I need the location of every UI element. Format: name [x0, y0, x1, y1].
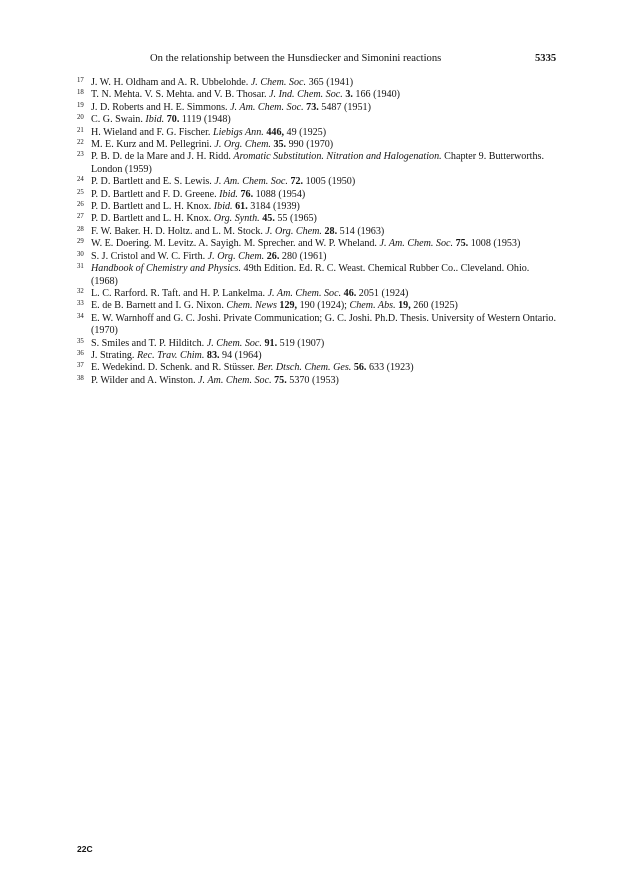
signature-mark: 22C — [77, 844, 93, 854]
journal-title: J. Chem. Soc. — [206, 337, 262, 349]
reference-item — [77, 127, 557, 139]
citation-text: 2051 (1924) — [356, 287, 409, 299]
reference-item — [77, 238, 557, 250]
citation-text: 55 (1965) — [274, 213, 317, 225]
reference-text — [91, 251, 557, 263]
citation-text: 190 (1924); — [297, 300, 350, 312]
volume-number: 61. — [235, 201, 248, 213]
journal-title: J. Am. Chem. Soc. — [198, 374, 272, 386]
journal-title: J. Org. Chem. — [207, 250, 265, 262]
citation-text: 5487 (1951) — [318, 101, 371, 113]
citation-text: J. D. Roberts and H. E. Simmons. — [91, 101, 231, 113]
volume-number: 75. — [274, 374, 287, 386]
volume-number: 56. — [353, 362, 367, 374]
reference-text — [91, 375, 557, 387]
volume-number: 129, — [279, 300, 298, 312]
journal-title: Ibid. — [145, 114, 165, 126]
volume-number: 28. — [324, 225, 338, 237]
citation-text: P. D. Bartlett and E. S. Lewis. — [91, 176, 215, 188]
reference-number: 26 — [77, 201, 84, 209]
volume-number: 446, — [266, 126, 285, 138]
citation-text: P. B. D. de la Mare and J. H. Ridd. — [91, 151, 234, 163]
citation-text: 1088 (1954) — [253, 188, 306, 200]
citation-text: Chapter 9. Butterworths. London (1959) — [91, 151, 544, 175]
reference-text — [91, 362, 557, 374]
citation-text: L. C. Rarford. R. Taft. and H. P. Lankelma. — [91, 287, 268, 299]
citation-text: 5370 (1953) — [286, 374, 339, 386]
citation-text: 365 (1941) — [306, 77, 354, 88]
reference-item — [77, 288, 557, 300]
reference-number: 38 — [77, 374, 84, 382]
page-number: 5335 — [535, 53, 557, 64]
journal-title: Ibid. — [219, 188, 238, 200]
reference-number: 25 — [77, 188, 84, 196]
volume-number: 35. — [273, 139, 287, 151]
reference-item — [77, 251, 557, 263]
citation-text: J. W. H. Oldham and A. R. Ubbelohde. — [91, 77, 251, 88]
reference-number: 35 — [77, 337, 84, 345]
citation-text: 260 (1925) — [410, 300, 458, 312]
reference-number: 34 — [77, 312, 84, 320]
reference-number: 21 — [77, 126, 84, 134]
volume-number: 46. — [343, 287, 357, 299]
reference-text — [91, 77, 557, 89]
reference-number: 37 — [77, 362, 84, 370]
reference-item — [77, 362, 557, 374]
journal-title: Aromatic Substitution. Nitration and Halogenation. — [233, 151, 442, 163]
journal-title: J. Org. Chem. — [214, 139, 271, 151]
volume-number: 3. — [345, 89, 353, 101]
running-title: On the relationship between the Hunsdiecker and Simonini reactions — [150, 53, 442, 64]
reference-text — [91, 300, 557, 312]
reference-item — [77, 201, 557, 213]
volume-number: 76. — [240, 188, 254, 200]
reference-number: 28 — [77, 225, 84, 233]
citation-text: 94 (1964) — [219, 349, 262, 361]
citation-text: T. N. Mehta. V. S. Mehta. and V. B. Thosar. — [91, 89, 270, 101]
journal-title: J. Am. Chem. Soc. — [379, 238, 454, 250]
volume-number: 19, — [398, 300, 411, 312]
citation-text: 519 (1907) — [277, 337, 325, 349]
citation-text: 49 (1925) — [284, 126, 327, 138]
reference-item — [77, 263, 557, 288]
reference-text — [91, 338, 557, 350]
reference-text — [91, 350, 557, 362]
citation-text: 280 (1961) — [279, 250, 327, 262]
journal-title: Ber. Dtsch. Chem. Ges. — [257, 362, 352, 374]
reference-number: 24 — [77, 176, 84, 184]
citation-text: P. D. Bartlett and F. D. Greene. — [91, 188, 220, 200]
citation-text: P. Wilder and A. Winston. — [91, 374, 199, 386]
reference-number: 20 — [77, 114, 84, 122]
reference-text — [91, 313, 557, 338]
journal-title: J. Am. Chem. Soc. — [214, 176, 288, 188]
reference-number: 17 — [77, 77, 84, 84]
reference-number: 23 — [77, 151, 84, 159]
volume-number: 83. — [206, 349, 220, 361]
reference-item — [77, 375, 557, 387]
reference-item — [77, 226, 557, 238]
reference-text — [91, 89, 557, 101]
reference-item — [77, 89, 557, 101]
citation-text: W. E. Doering. M. Levitz. A. Sayigh. M. Sprecher. and W. P. Wheland. — [91, 238, 380, 250]
reference-item — [77, 350, 557, 362]
citation-text: 990 (1970) — [286, 139, 334, 151]
citation-text: S. Smiles and T. P. Hilditch. — [91, 337, 207, 349]
reference-item — [77, 114, 557, 126]
reference-item — [77, 151, 557, 176]
volume-number: 70. — [166, 114, 180, 126]
citation-text: 633 (1923) — [366, 362, 414, 374]
journal-title: Chem. News — [226, 300, 277, 312]
reference-text — [91, 102, 557, 114]
citation-text: 3184 (1939) — [247, 201, 300, 213]
citation-text: M. E. Kurz and M. Pellegrini. — [91, 139, 215, 151]
reference-number: 22 — [77, 139, 84, 147]
citation-text: E. W. Warnhoff and G. C. Joshi. Private Communication; G. C. Joshi. Ph.D. Thesis. University of Western Ontario. (1970) — [91, 312, 556, 337]
volume-number: 45. — [262, 213, 275, 225]
citation-text: P. D. Bartlett and L. H. Knox. — [91, 201, 214, 213]
reference-number: 33 — [77, 300, 84, 308]
volume-number: 91. — [264, 337, 278, 349]
citation-text: S. J. Cristol and W. C. Firth. — [91, 250, 208, 262]
reference-number: 30 — [77, 250, 84, 258]
reference-item — [77, 338, 557, 350]
reference-number: 27 — [77, 213, 84, 221]
volume-number: 75. — [455, 238, 469, 250]
reference-item — [77, 189, 557, 201]
reference-number: 29 — [77, 238, 84, 246]
reference-text — [91, 238, 557, 250]
reference-text — [91, 189, 557, 201]
reference-text — [91, 263, 557, 288]
citation-text: H. Wieland and F. G. Fischer. — [91, 126, 213, 138]
citation-text: 1008 (1953) — [468, 238, 521, 250]
volume-number: 73. — [306, 101, 319, 113]
citation-text: E. Wedekind. D. Schenk. and R. Stüsser. — [91, 362, 258, 374]
journal-title: Chem. Abs. — [349, 300, 396, 312]
journal-title: J. Am. Chem. Soc. — [267, 287, 342, 299]
volume-number: 26. — [266, 250, 280, 262]
citation-text: E. de B. Barnett and I. G. Nixon. — [91, 300, 227, 312]
citation-text: 1119 (1948) — [179, 114, 231, 126]
citation-text: F. W. Baker. H. D. Holtz. and L. M. Stock. — [91, 225, 266, 237]
reference-text — [91, 213, 557, 225]
reference-number: 36 — [77, 349, 84, 357]
reference-text — [91, 176, 557, 188]
reference-item — [77, 102, 557, 114]
citation-text: 49th Edition. Ed. R. C. Weast. Chemical Rubber Co.. Cleveland. Ohio. (1968) — [91, 263, 530, 287]
citation-text: 1005 (1950) — [303, 176, 356, 188]
reference-text — [91, 151, 557, 176]
citation-text: J. Strating. — [91, 349, 137, 361]
reference-number: 19 — [77, 101, 84, 109]
citation-text: 514 (1963) — [337, 225, 385, 237]
journal-title: J. Chem. Soc. — [250, 77, 307, 88]
reference-text — [91, 288, 557, 300]
journal-title: Liebigs Ann. — [212, 126, 264, 138]
volume-number: 72. — [290, 176, 304, 188]
journal-title: Org. Synth. — [213, 213, 260, 225]
page-header — [0, 53, 624, 69]
reference-item — [77, 213, 557, 225]
journal-title: Handbook of Chemistry and Physics. — [91, 263, 241, 275]
reference-text — [91, 139, 557, 151]
reference-item — [77, 313, 557, 338]
reference-text — [91, 127, 557, 139]
reference-number: 32 — [77, 287, 84, 295]
reference-item — [77, 77, 557, 89]
citation-text: C. G. Swain. — [91, 114, 146, 126]
journal-title: Ibid. — [213, 201, 233, 213]
reference-text — [91, 114, 557, 126]
journal-title: J. Org. Chem. — [265, 225, 322, 237]
reference-item — [77, 139, 557, 151]
journal-title: Rec. Trav. Chim. — [136, 349, 205, 361]
citation-text: P. D. Bartlett and L. H. Knox. — [91, 213, 214, 225]
journal-title: J. Ind. Chem. Soc. — [269, 89, 343, 101]
reference-item — [77, 300, 557, 312]
reference-number: 31 — [77, 263, 84, 271]
citation-text: 166 (1940) — [352, 89, 400, 101]
reference-list — [77, 77, 557, 387]
reference-item — [77, 176, 557, 188]
reference-number: 18 — [77, 89, 84, 97]
journal-title: J. Am. Chem. Soc. — [230, 101, 304, 113]
reference-text — [91, 226, 557, 238]
reference-text — [91, 201, 557, 213]
